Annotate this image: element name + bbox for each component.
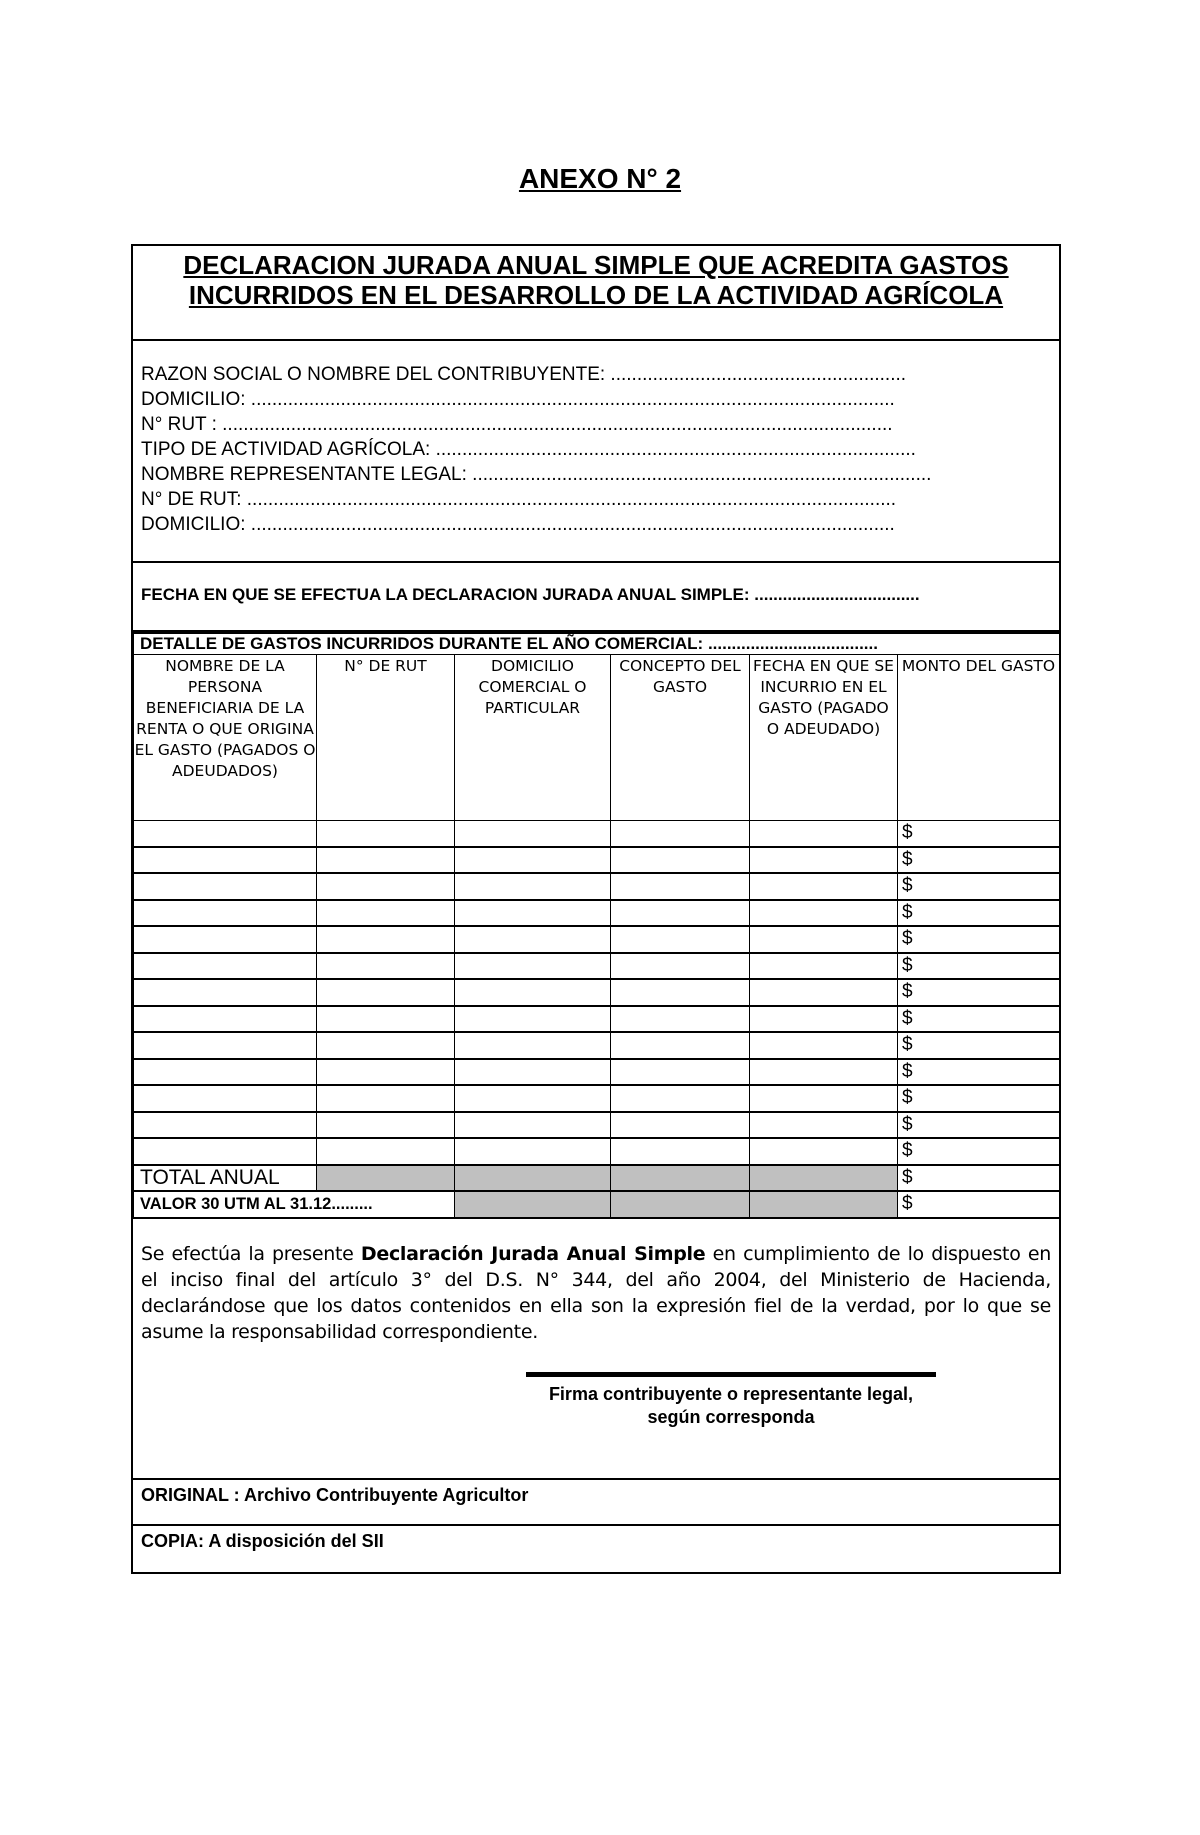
- table-cell[interactable]: [134, 873, 317, 900]
- table-cell[interactable]: [750, 821, 898, 847]
- declaration-form: [131, 244, 1061, 1574]
- signature-label: [526, 1383, 936, 1429]
- signature-label-line-1: Firma contribuyente o representante legal,: [548, 1383, 914, 1404]
- table-cell[interactable]: [134, 847, 317, 874]
- col-header-fecha: FECHA EN QUE SE INCURRIO EN EL GASTO (PAGADO O ADEUDADO): [750, 655, 898, 821]
- shaded-cell: [750, 1165, 898, 1192]
- table-cell[interactable]: [455, 979, 611, 1006]
- monto-cell[interactable]: $: [898, 926, 1060, 953]
- table-cell[interactable]: [750, 1059, 898, 1086]
- table-cell[interactable]: [750, 1006, 898, 1033]
- declaration-text: [141, 1241, 1051, 1345]
- table-cell[interactable]: [134, 1059, 317, 1086]
- table-cell[interactable]: [611, 900, 750, 927]
- field-fecha-declaracion[interactable]: FECHA EN QUE SE EFECTUA LA DECLARACION JURADA ANUAL SIMPLE: ...................................: [133, 563, 1059, 633]
- table-cell[interactable]: [134, 926, 317, 953]
- monto-cell[interactable]: $: [898, 1112, 1060, 1139]
- form-title: [133, 246, 1059, 341]
- table-cell[interactable]: [455, 873, 611, 900]
- table-cell[interactable]: [317, 1138, 455, 1165]
- form-title-line-2: INCURRIDOS EN EL DESARROLLO DE LA ACTIVIDAD AGRÍCOLA: [188, 280, 1004, 310]
- table-cell[interactable]: [317, 873, 455, 900]
- table-row: [134, 979, 1060, 1006]
- table-cell[interactable]: [750, 900, 898, 927]
- table-cell[interactable]: [750, 953, 898, 980]
- table-row: [134, 926, 1060, 953]
- table-cell[interactable]: [134, 1006, 317, 1033]
- table-cell[interactable]: [750, 847, 898, 874]
- table-cell[interactable]: [455, 847, 611, 874]
- declaration-text-bold: Declaración Jurada Anual Simple: [360, 1242, 706, 1265]
- table-cell[interactable]: [134, 1032, 317, 1059]
- page-heading: [0, 163, 1200, 195]
- field-representante-legal[interactable]: NOMBRE REPRESENTANTE LEGAL: .......................................................................................: [141, 464, 932, 485]
- table-cell[interactable]: [317, 1006, 455, 1033]
- table-cell[interactable]: [134, 821, 317, 847]
- table-cell[interactable]: [455, 926, 611, 953]
- table-cell[interactable]: [611, 979, 750, 1006]
- valor-utm-row: [134, 1191, 1060, 1218]
- table-cell[interactable]: [611, 847, 750, 874]
- anexo-label: ANEXO N° 2: [518, 163, 682, 194]
- table-cell[interactable]: [317, 1032, 455, 1059]
- table-cell[interactable]: [750, 1032, 898, 1059]
- monto-cell[interactable]: $: [898, 900, 1060, 927]
- taxpayer-info-section: [133, 341, 1059, 563]
- valor-utm-label: VALOR 30 UTM AL 31.12.........: [134, 1191, 455, 1218]
- table-row: [134, 847, 1060, 874]
- table-row: [134, 1085, 1060, 1112]
- table-cell[interactable]: [750, 926, 898, 953]
- monto-cell[interactable]: $: [898, 873, 1060, 900]
- detalle-gastos-label[interactable]: DETALLE DE GASTOS INCURRIDOS DURANTE EL AÑO COMERCIAL: ....................................: [134, 634, 1060, 655]
- table-cell[interactable]: [611, 821, 750, 847]
- monto-cell[interactable]: $: [898, 1006, 1060, 1033]
- table-cell[interactable]: [134, 979, 317, 1006]
- signature-label-line-2: según corresponda: [647, 1406, 815, 1427]
- table-cell[interactable]: [455, 900, 611, 927]
- field-tipo-actividad[interactable]: TIPO DE ACTIVIDAD AGRÍCOLA: ...........................................................................................: [141, 439, 916, 460]
- table-cell[interactable]: [455, 1006, 611, 1033]
- col-header-nombre: NOMBRE DE LA PERSONA BENEFICIARIA DE LA RENTA O QUE ORIGINA EL GASTO (PAGADOS O ADEUDADOS): [134, 655, 317, 821]
- declaration-section: [133, 1219, 1059, 1480]
- field-rut[interactable]: N° RUT : ...............................................................................................................................: [141, 414, 893, 435]
- table-cell[interactable]: [317, 953, 455, 980]
- table-cell[interactable]: [134, 1085, 317, 1112]
- table-row: [134, 953, 1060, 980]
- table-cell[interactable]: [317, 979, 455, 1006]
- shaded-cell: [317, 1165, 455, 1192]
- table-cell[interactable]: [317, 821, 455, 847]
- table-cell[interactable]: [611, 1032, 750, 1059]
- expenses-table: [133, 633, 1060, 1219]
- table-cell[interactable]: [455, 953, 611, 980]
- field-rut-representante[interactable]: N° DE RUT: ...........................................................................................................................: [141, 489, 897, 510]
- table-row: [134, 900, 1060, 927]
- table-header-row: [134, 655, 1060, 821]
- table-cell[interactable]: [611, 1059, 750, 1086]
- table-cell[interactable]: [750, 1138, 898, 1165]
- table-cell[interactable]: [750, 873, 898, 900]
- table-row: [134, 821, 1060, 847]
- col-header-monto: MONTO DEL GASTO: [898, 655, 1060, 821]
- shaded-cell: [611, 1191, 750, 1218]
- table-cell[interactable]: [455, 1059, 611, 1086]
- table-cell[interactable]: [611, 1138, 750, 1165]
- declaration-text-before: Se efectúa la presente: [141, 1242, 361, 1265]
- table-cell[interactable]: [317, 1085, 455, 1112]
- declaration-text-after: en cumplimiento de lo dispuesto en el inciso final del artículo 3° del D.S. N° 344, del año 2004, del Ministerio de Hacienda, declarándose que los datos contenidos en ella son la expresión fiel de la verdad, por lo que se asume la responsabilidad correspondiente.: [141, 1242, 1051, 1343]
- table-cell[interactable]: [134, 953, 317, 980]
- table-cell[interactable]: [611, 926, 750, 953]
- table-cell[interactable]: [317, 847, 455, 874]
- table-cell[interactable]: [750, 979, 898, 1006]
- original-copy-note: ORIGINAL : Archivo Contribuyente Agricultor: [133, 1480, 1059, 1526]
- valor-utm-monto-cell[interactable]: $: [898, 1191, 1060, 1218]
- signature-line[interactable]: [526, 1372, 936, 1377]
- monto-cell[interactable]: $: [898, 1138, 1060, 1165]
- total-monto-cell[interactable]: $: [898, 1165, 1060, 1192]
- form-title-line-1: DECLARACION JURADA ANUAL SIMPLE QUE ACREDITA GASTOS: [183, 250, 1009, 280]
- table-cell[interactable]: [455, 1138, 611, 1165]
- monto-cell[interactable]: $: [898, 847, 1060, 874]
- col-header-rut: N° DE RUT: [317, 655, 455, 821]
- monto-cell[interactable]: $: [898, 1032, 1060, 1059]
- table-cell[interactable]: [611, 953, 750, 980]
- table-cell[interactable]: [611, 1112, 750, 1139]
- table-row: [134, 873, 1060, 900]
- table-cell[interactable]: [455, 1112, 611, 1139]
- table-cell[interactable]: [317, 926, 455, 953]
- table-cell[interactable]: [317, 1112, 455, 1139]
- table-row: [134, 1059, 1060, 1086]
- monto-cell[interactable]: $: [898, 1059, 1060, 1086]
- col-header-concepto: CONCEPTO DEL GASTO: [611, 655, 750, 821]
- total-row: [134, 1165, 1060, 1192]
- table-cell[interactable]: [134, 900, 317, 927]
- table-cell[interactable]: [611, 873, 750, 900]
- field-domicilio-representante[interactable]: DOMICILIO: ..........................................................................................................................: [141, 514, 895, 535]
- field-domicilio[interactable]: DOMICILIO: ..........................................................................................................................: [141, 389, 895, 410]
- monto-cell[interactable]: $: [898, 979, 1060, 1006]
- table-cell[interactable]: [134, 1112, 317, 1139]
- table-cell[interactable]: [134, 1138, 317, 1165]
- monto-cell[interactable]: $: [898, 821, 1060, 847]
- monto-cell[interactable]: $: [898, 1085, 1060, 1112]
- total-anual-label: TOTAL ANUAL: [134, 1165, 317, 1192]
- col-header-domicilio: DOMICILIO COMERCIAL O PARTICULAR: [455, 655, 611, 821]
- table-cell[interactable]: [750, 1112, 898, 1139]
- table-cell[interactable]: [611, 1006, 750, 1033]
- shaded-cell: [455, 1165, 611, 1192]
- table-cell[interactable]: [317, 900, 455, 927]
- shaded-cell: [611, 1165, 750, 1192]
- table-row: [134, 1112, 1060, 1139]
- table-cell[interactable]: [317, 1059, 455, 1086]
- shaded-cell: [455, 1191, 611, 1218]
- table-row: [134, 1032, 1060, 1059]
- table-row: [134, 1138, 1060, 1165]
- table-row: [134, 1006, 1060, 1033]
- shaded-cell: [750, 1191, 898, 1218]
- table-cell[interactable]: [611, 1085, 750, 1112]
- table-cell[interactable]: [750, 1085, 898, 1112]
- monto-cell[interactable]: $: [898, 953, 1060, 980]
- table-cell[interactable]: [455, 821, 611, 847]
- table-cell[interactable]: [455, 1085, 611, 1112]
- duplicate-copy-note: COPIA: A disposición del SII: [141, 1530, 384, 1551]
- table-cell[interactable]: [455, 1032, 611, 1059]
- field-razon-social[interactable]: RAZON SOCIAL O NOMBRE DEL CONTRIBUYENTE: ........................................................: [141, 364, 907, 385]
